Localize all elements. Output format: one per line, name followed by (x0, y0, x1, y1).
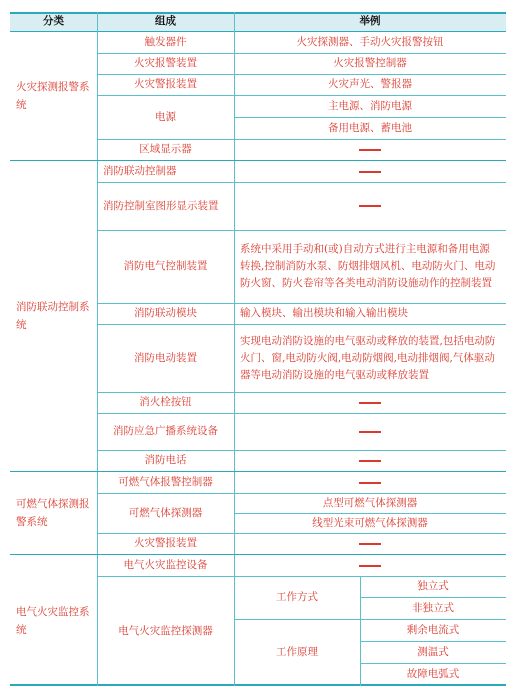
row-divider (97, 74, 506, 75)
component-cell: 区域显示器 (139, 143, 192, 155)
sub-category-mode: 工作方式 (276, 591, 318, 603)
section-divider (10, 160, 506, 161)
header-example: 举例 (234, 12, 506, 31)
example-cell: 系统中采用手动和(或)自动方式进行主电源和备用电源转换,控制消防水泵、防烟排烟风机、电动防火门、电动防火窗、防火卷帘等各类电动消防设施动作的控制装置 (240, 243, 496, 289)
component-cell: 火灾报警装置 (134, 57, 197, 69)
example-cell (234, 555, 506, 576)
column-divider (97, 12, 98, 686)
row-divider (97, 392, 506, 393)
component-cell: 消防联动模块 (134, 307, 197, 319)
column-divider (234, 12, 235, 686)
row-divider (97, 576, 506, 577)
dash-mark (359, 565, 381, 567)
component-cell: 电气火灾监控探测器 (118, 624, 213, 637)
sub-example-cell: 非独立式 (412, 601, 454, 614)
section-divider (10, 471, 506, 472)
header-category: 分类 (10, 12, 97, 31)
example-cell (234, 533, 506, 554)
row-divider (97, 139, 506, 140)
dash-mark (359, 460, 381, 462)
component-cell: 火灾警报装置 (134, 78, 197, 90)
sub-category-principle: 工作原理 (276, 646, 318, 658)
component-cell: 电源 (155, 110, 176, 123)
row-divider (360, 597, 506, 598)
component-cell: 消火栓按钮 (139, 396, 192, 408)
dash-mark (359, 171, 381, 173)
row-divider (234, 513, 506, 514)
component-cell: 火灾警报装置 (134, 537, 197, 549)
example-cell: 火灾报警控制器 (333, 57, 407, 69)
component-cell: 消防电气控制装置 (123, 260, 208, 272)
row-divider (97, 450, 506, 451)
dash-mark (359, 543, 381, 545)
example-cell: 实现电动消防设施的电气驱动或释放的装置,包括电动防火门、窗,电动防火阀,电动防烟阀,电动排烟阀,气体驱动器等电动消防设施的电气驱动或释放装置 (240, 334, 496, 381)
row-divider (360, 641, 506, 642)
example-cell (234, 182, 506, 230)
dash-mark (359, 482, 381, 484)
column-divider (360, 576, 361, 686)
category-gas-detection: 可燃气体探测报警系统 (16, 498, 90, 528)
component-cell: 消防电动装置 (134, 351, 197, 364)
row-divider (234, 117, 506, 118)
example-cell (234, 139, 506, 160)
sub-example-cell: 独立式 (417, 580, 449, 592)
component-cell: 触发器件 (144, 36, 187, 48)
row-divider (97, 533, 506, 534)
component-cell: 电气火灾监控设备 (123, 559, 208, 571)
row-divider (360, 663, 506, 664)
example-cell: 备用电源、蓄电池 (328, 121, 412, 134)
example-cell (234, 472, 506, 493)
header-composition: 组成 (97, 12, 234, 31)
header-rule (10, 31, 506, 32)
example-cell (234, 392, 506, 413)
row-divider (97, 182, 506, 183)
dash-mark (359, 402, 381, 404)
section-divider (10, 554, 506, 555)
table-top-border (10, 12, 506, 14)
component-cell: 可燃气体探测器 (128, 506, 203, 519)
row-divider (97, 230, 506, 231)
dash-mark (359, 149, 381, 151)
category-electrical-monitoring: 电气火灾监控系统 (16, 605, 90, 636)
component-cell: 可燃气体报警控制器 (118, 476, 213, 488)
component-cell: 消防电话 (144, 454, 187, 466)
example-cell: 线型光束可燃气体探测器 (312, 516, 428, 529)
row-divider (97, 324, 506, 325)
row-divider (97, 53, 506, 54)
category-fire-detection: 火灾探测报警系统 (16, 81, 90, 111)
table-bottom-border (10, 684, 506, 686)
dash-mark (359, 205, 381, 207)
example-cell: 火灾声光、警报器 (328, 78, 412, 90)
row-divider (234, 619, 506, 620)
dash-mark (359, 431, 381, 433)
row-divider (97, 493, 506, 494)
sub-example-cell: 测温式 (417, 645, 449, 658)
example-cell: 主电源、消防电源 (328, 99, 412, 112)
example-cell: 火灾探测器、手动火灾报警按钮 (296, 36, 444, 48)
example-cell (234, 450, 506, 471)
example-cell (234, 161, 506, 182)
sub-example-cell: 故障电弧式 (406, 668, 460, 680)
component-cell: 消防控制室图形显示装置 (103, 199, 219, 212)
category-linkage-control: 消防联动控制系统 (16, 301, 90, 331)
example-cell: 点型可燃气体探测器 (322, 496, 418, 509)
example-cell: 输入模块、输出模块和输入输出模块 (240, 307, 408, 319)
fire-system-table (10, 12, 506, 686)
row-divider (97, 303, 506, 304)
row-divider (97, 95, 506, 96)
component-cell: 消防应急广播系统设备 (113, 425, 218, 437)
sub-example-cell: 剩余电流式 (406, 623, 460, 636)
example-cell (234, 413, 506, 450)
component-cell: 消防联动控制器 (103, 165, 177, 177)
row-divider (97, 413, 506, 414)
